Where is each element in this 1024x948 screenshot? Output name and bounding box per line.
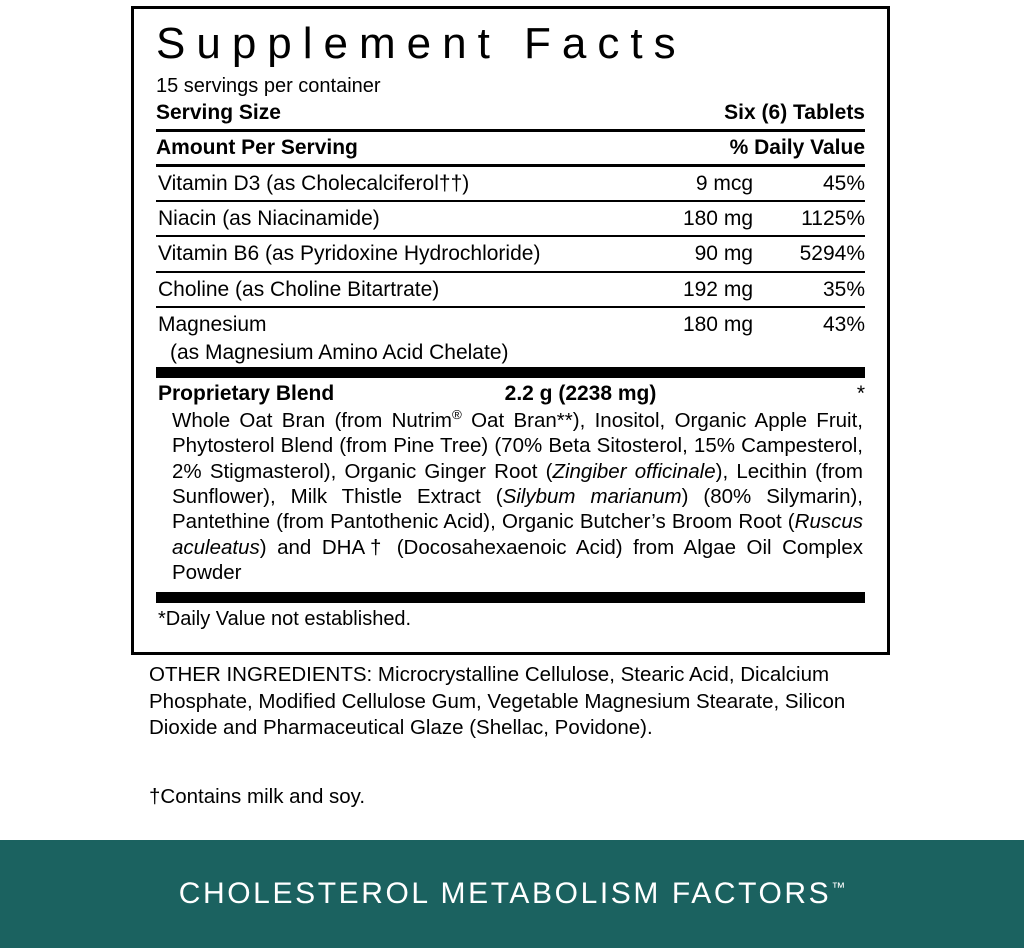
- product-name-label: CHOLESTEROL METABOLISM FACTORS: [178, 877, 832, 910]
- supplement-facts-panel: [131, 6, 890, 655]
- nutrient-amount: 180 mg: [682, 207, 753, 231]
- serving-size-value: Six (6) Tablets: [724, 100, 865, 124]
- amount-per-serving-label: Amount Per Serving: [156, 135, 358, 159]
- nutrient-daily-value: 43%: [822, 312, 865, 336]
- nutrient-row: [156, 237, 869, 270]
- proprietary-blend-daily-value: *: [856, 381, 865, 405]
- proprietary-blend-amount: 2.2 g (2238 mg): [504, 381, 657, 405]
- divider-above-proprietary-blend: [156, 367, 865, 378]
- nutrient-source-subline: (as Magnesium Amino Acid Chelate): [170, 340, 509, 364]
- proprietary-blend-ingredients: Whole Oat Bran (from Nutrim® Oat Bran**), Inositol, Organic Apple Fruit, Phytosterol Blend (from Pine Tree) (70% Beta Sitosterol, 15% Campesterol, 2% Stigmasterol), Organic Ginger Root (Zingiber officinale), Lecithin (from Sunflower), Milk Thistle Extract (Silybum marianum) (80% Silymarin), Pantethine (from Pantothenic Acid), Organic Butcher’s Broom Root (Ruscus aculeatus) and DHA† (Docosahexaenoic Acid) from Algae Oil Complex Powder: [172, 406, 864, 585]
- nutrient-daily-value: 1125%: [801, 207, 865, 231]
- trademark-symbol: ™: [831, 879, 846, 895]
- proprietary-blend-name: Proprietary Blend: [158, 381, 335, 405]
- product-name-banner: [0, 840, 1024, 948]
- allergen-statement: †Contains milk and soy.: [149, 785, 366, 808]
- nutrient-name: Vitamin D3 (as Cholecalciferol††): [158, 171, 470, 195]
- other-ingredients-text: OTHER INGREDIENTS: Microcrystalline Cellulose, Stearic Acid, Dicalcium Phosphate, Modified Cellulose Gum, Vegetable Magnesium Stearate, Silicon Dioxide and Pharmaceutical Glaze (Shellac, Povidone).: [149, 663, 846, 740]
- nutrient-amount: 90 mg: [694, 242, 753, 266]
- serving-size-label: Serving Size: [156, 100, 281, 124]
- daily-value-label: % Daily Value: [729, 135, 865, 159]
- proprietary-blend-row: [156, 382, 869, 406]
- nutrient-name: Choline (as Choline Bitartrate): [158, 277, 440, 301]
- nutrient-name: Niacin (as Niacinamide): [158, 207, 380, 231]
- nutrient-row: [156, 273, 869, 306]
- daily-value-footnote: *Daily Value not established.: [158, 607, 412, 630]
- nutrient-row: [156, 308, 869, 341]
- nutrient-row: [156, 167, 869, 200]
- nutrient-row: [156, 202, 869, 235]
- nutrient-daily-value: 5294%: [799, 242, 865, 266]
- divider-above-amount-per-serving: [156, 129, 865, 132]
- product-name: [179, 877, 846, 911]
- serving-size-row: [156, 100, 869, 125]
- nutrient-name: Vitamin B6 (as Pyridoxine Hydrochloride): [158, 242, 541, 266]
- supplement-facts-title: Supplement Facts: [156, 19, 687, 68]
- nutrient-amount: 9 mcg: [695, 171, 753, 195]
- nutrient-daily-value: 45%: [822, 171, 865, 195]
- nutrient-amount: 180 mg: [682, 312, 753, 336]
- nutrient-amount: 192 mg: [682, 277, 753, 301]
- nutrient-name: Magnesium: [158, 312, 267, 336]
- amount-per-serving-row: [156, 135, 869, 160]
- nutrient-daily-value: 35%: [822, 277, 865, 301]
- servings-per-container: 15 servings per container: [156, 74, 381, 97]
- divider-below-proprietary-blend: [156, 592, 865, 603]
